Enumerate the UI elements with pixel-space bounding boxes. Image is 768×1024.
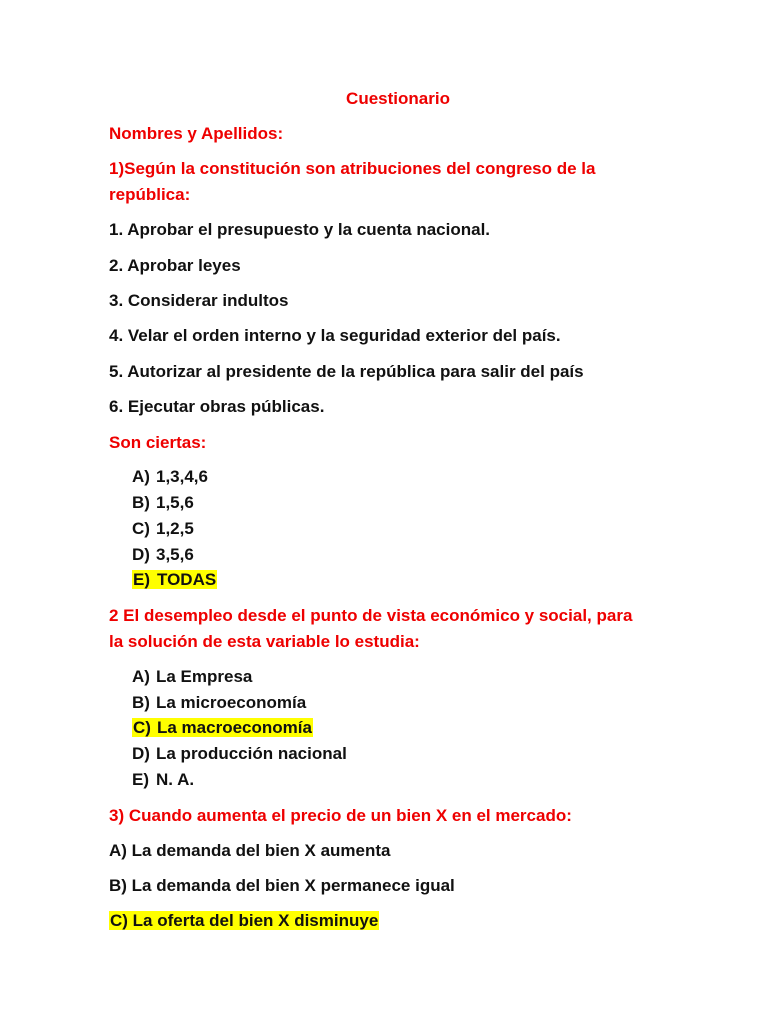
q3-option-b: B) La demanda del bien X permanece igual xyxy=(109,876,455,895)
q1-item-1: 1. Aprobar el presupuesto y la cuenta nacional. xyxy=(109,220,491,239)
q3-option-a: A) La demanda del bien X aumenta xyxy=(109,841,391,860)
q1-option-a xyxy=(132,466,208,488)
option-text: TODAS xyxy=(157,570,217,589)
option-text: La microeconomía xyxy=(156,693,307,712)
q1-item-6: 6. Ejecutar obras públicas. xyxy=(109,397,325,416)
question-3: 3) Cuando aumenta el precio de un bien X en el mercado: xyxy=(109,806,572,825)
q2-option-a xyxy=(132,666,252,688)
q2-option-d xyxy=(132,743,347,765)
q2-option-c-highlighted xyxy=(132,717,313,739)
q1-prompt: Son ciertas: xyxy=(109,433,207,452)
question-1-line-1: 1)Según la constitución son atribuciones del congreso de la xyxy=(109,159,596,178)
option-letter: A) xyxy=(132,667,150,686)
question-2-line-2: la solución de esta variable lo estudia: xyxy=(109,632,420,651)
page-title: Cuestionario xyxy=(346,89,450,108)
option-text: La producción nacional xyxy=(156,744,347,763)
q1-item-3: 3. Considerar indultos xyxy=(109,291,289,310)
option-letter: C) xyxy=(133,718,151,737)
q1-item-2: 2. Aprobar leyes xyxy=(109,256,241,275)
option-letter: C) xyxy=(132,519,150,538)
q1-option-b xyxy=(132,492,194,514)
option-text: La Empresa xyxy=(156,667,253,686)
option-letter: D) xyxy=(132,545,150,564)
q1-option-d xyxy=(132,544,194,566)
question-2-line-1: 2 El desempleo desde el punto de vista económico y social, para xyxy=(109,606,633,625)
option-text: 1,5,6 xyxy=(156,493,194,512)
option-text: N. A. xyxy=(156,770,195,789)
option-letter: B) xyxy=(132,493,150,512)
option-text: 3,5,6 xyxy=(156,545,194,564)
answer-highlight xyxy=(132,570,217,589)
option-letter: E) xyxy=(133,570,150,589)
q1-item-4: 4. Velar el orden interno y la seguridad exterior del país. xyxy=(109,326,561,345)
q2-option-e xyxy=(132,769,194,791)
option-letter: D) xyxy=(132,744,150,763)
option-text: 1,3,4,6 xyxy=(156,467,208,486)
option-letter: E) xyxy=(132,770,149,789)
q1-option-e-highlighted xyxy=(132,569,217,591)
q2-option-b xyxy=(132,692,306,714)
question-1-line-2: república: xyxy=(109,185,191,204)
names-label: Nombres y Apellidos: xyxy=(109,124,284,143)
option-letter: A) xyxy=(132,467,150,486)
answer-highlight: C) La oferta del bien X disminuye xyxy=(110,911,379,930)
option-text: La macroeconomía xyxy=(157,718,312,737)
q1-option-c xyxy=(132,518,194,540)
option-letter: B) xyxy=(132,693,150,712)
q3-option-c-highlighted xyxy=(109,910,379,932)
option-text: 1,2,5 xyxy=(156,519,194,538)
q1-item-5: 5. Autorizar al presidente de la república para salir del país xyxy=(109,362,584,381)
answer-highlight xyxy=(132,718,313,737)
